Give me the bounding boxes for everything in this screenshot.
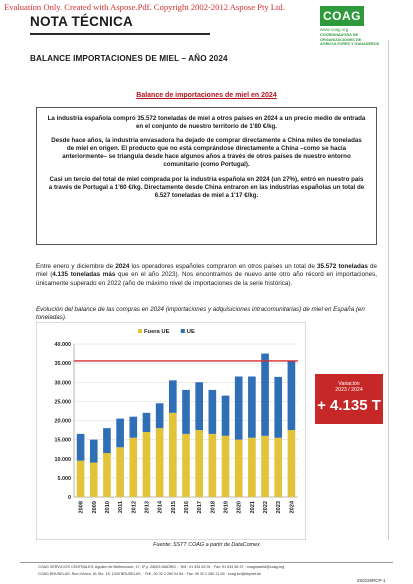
- bar-segment: [143, 432, 151, 497]
- bar-segment: [288, 361, 296, 430]
- legend-label: Fuera UE: [144, 329, 170, 335]
- bar-segment: [116, 419, 124, 448]
- legend-swatch: [181, 329, 185, 333]
- summary-box: [36, 107, 377, 245]
- bar-segment: [156, 403, 164, 428]
- imports-bar-chart: [36, 322, 306, 540]
- x-tick-label: 2014: [157, 501, 164, 514]
- y-tick-label: 0: [68, 495, 71, 501]
- bar-segment: [90, 440, 98, 463]
- body-bold-increase: 4.135 toneladas más: [52, 271, 116, 279]
- y-tick-label: 5.000: [57, 475, 71, 482]
- bar-segment: [103, 453, 111, 497]
- x-tick-label: 2016: [184, 501, 190, 514]
- bar-segment: [274, 438, 282, 497]
- variation-period: 2023 / 2024: [335, 387, 363, 394]
- bar-segment: [182, 434, 190, 497]
- logo-description: COORDINADORA DE ORGANIZACIONES DE AGRICULTORES Y GANADEROS: [320, 33, 380, 47]
- bar-segment: [261, 354, 269, 436]
- bar-segment: [182, 390, 190, 434]
- summary-paragraph: Casi un tercio del total de miel comprada por la industria española en 2024 (un 27%), entró en nuestro país a través de Portugal a 1'60 €/kg. Directamente desde China entraron en las industrias españolas un total de 6.527 toneladas de miel a 1'17 €/kg.: [48, 175, 365, 199]
- bar-segment: [156, 428, 164, 497]
- bar-segment: [103, 428, 111, 453]
- legend-label: UE: [186, 329, 195, 335]
- coag-logo: [312, 6, 384, 47]
- bar-segment: [116, 447, 124, 497]
- bar-segment: [90, 463, 98, 497]
- y-tick-label: 40.000: [54, 342, 71, 348]
- x-tick-label: 2019: [223, 501, 230, 514]
- y-tick-label: 35.000: [54, 361, 71, 368]
- x-tick-label: 2012: [131, 501, 138, 514]
- x-tick-label: 2024: [289, 501, 296, 514]
- summary-box-title: Balance de importaciones de miel en 2024: [136, 92, 277, 99]
- document-code: 250226RCP-1: [357, 578, 386, 583]
- bar-segment: [222, 436, 230, 497]
- logo-url: www.coag.org: [320, 27, 349, 32]
- chart-caption: Evolución del balance de las compras en 2024 (importaciones y adquisiciones intracomunitarias) de miel en España (en toneladas).: [36, 306, 365, 322]
- body-text-run: los operadores españoles compraron en otros países un total de: [129, 263, 318, 270]
- summary-paragraph: Desde hace años, la industria envasadora ha dejado de comprar directamente a China miles de toneladas de miel en origen. El producto que no está comprándose directamente a China –como se hacía anteriormente– se triangula desde hace algunos años a través de otros países de nuestro entorno comunitario (como Portugal).: [51, 137, 362, 169]
- evaluation-watermark: Evaluation Only. Created with Aspose.Pdf. Copyright 2002-2012 Aspose Pty Ltd.: [4, 2, 285, 12]
- bar-segment: [209, 434, 217, 497]
- bar-segment: [261, 436, 269, 497]
- bar-segment: [195, 382, 203, 430]
- title-underline: [30, 33, 210, 35]
- bar-segment: [248, 438, 256, 497]
- bar-segment: [195, 430, 203, 497]
- x-tick-label: 2011: [118, 501, 125, 514]
- footer-madrid-address: COAG SERVICIOS CENTRALES: Agustín de Bethencourt, 17, 5º p. 28003 MADRID. · Telf.: 91 534 63 91 · Fax: 91 534 65 37 · coagmadrid@coag.org: [38, 565, 285, 569]
- x-tick-label: 2010: [104, 501, 111, 514]
- bar-segment: [274, 377, 282, 438]
- x-tick-label: 2013: [144, 501, 151, 514]
- variation-value: + 4.135 T: [317, 396, 381, 414]
- bar-segment: [129, 417, 137, 438]
- document-heading: BALANCE IMPORTACIONES DE MIEL – AÑO 2024: [30, 54, 228, 63]
- x-tick-label: 2015: [170, 501, 177, 514]
- bar-segment: [77, 461, 85, 497]
- body-bold-total: 35.572 toneladas: [317, 263, 368, 270]
- x-tick-label: 2008: [78, 501, 85, 514]
- variation-label: Variación: [338, 381, 360, 387]
- x-tick-label: 2023: [276, 501, 283, 514]
- bar-segment: [169, 413, 177, 497]
- body-paragraph: [36, 263, 377, 288]
- x-tick-label: 2009: [91, 501, 98, 514]
- bar-segment: [169, 380, 177, 413]
- bar-segment: [235, 377, 243, 440]
- margin-divider: [388, 40, 389, 540]
- bar-segment: [129, 438, 137, 497]
- bar-segment: [77, 434, 85, 461]
- bar-segment: [222, 396, 230, 436]
- y-tick-label: 30.000: [54, 380, 71, 387]
- x-tick-label: 2018: [210, 501, 217, 514]
- body-bold-year: 2024: [115, 263, 130, 270]
- body-text-run: Entre enero y diciembre de: [36, 263, 116, 270]
- y-tick-label: 20.000: [54, 418, 71, 425]
- page-title: NOTA TÉCNICA: [30, 14, 133, 29]
- bar-segment: [248, 377, 256, 438]
- bar-segment: [235, 440, 243, 497]
- x-tick-label: 2021: [249, 501, 256, 514]
- body-text-run: que en el año 2023). Nos encontramos de nuevo ante otro año récord en importaciones, únicamente superado en 2022 (año de máximo nivel de importaciones de la serie histórica).: [36, 271, 377, 287]
- body-text-run: de miel (: [36, 263, 377, 279]
- bar-segment: [209, 390, 217, 434]
- y-tick-label: 25.000: [54, 399, 71, 406]
- logo-mark: COAG: [320, 6, 364, 26]
- bar-segment: [288, 430, 296, 497]
- variation-badge: [315, 374, 383, 424]
- legend-swatch: [138, 329, 142, 333]
- footer-brussels-address: COAG BRUSELAS: Rue d'Arlon, 61 Ste. 15. 1040 BRUSELAS. · Telf.: 00 32 2 280 04 84 · Fax: 00 32 2 280 21 69 · coag.bxl@skynet.be: [38, 572, 262, 576]
- y-tick-label: 10.000: [54, 456, 71, 463]
- x-tick-label: 2022: [263, 501, 270, 514]
- bar-segment: [143, 413, 151, 432]
- chart-source: Fuente: SSTT COAG a partir de DataComex: [153, 542, 260, 548]
- summary-paragraph: La industria española compró 35.572 toneladas de miel a otros países en 2024 a un precio medio de entrada en el conjunto de nuestro territorio de 1'80 €/kg.: [47, 115, 366, 131]
- x-tick-label: 2017: [197, 501, 204, 514]
- footer-divider: [20, 562, 393, 563]
- y-tick-label: 15.000: [54, 437, 71, 444]
- x-tick-label: 2020: [236, 501, 243, 514]
